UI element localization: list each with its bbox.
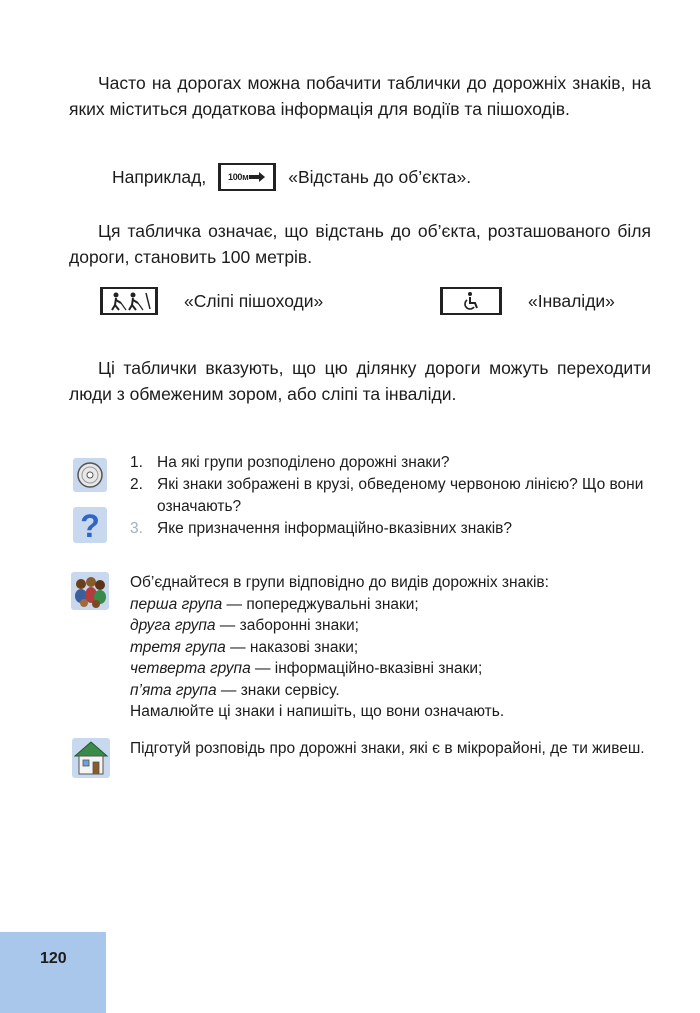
- group-task-intro: Об’єднайтеся в групи відповідно до видів дорожніх знаків:: [130, 574, 549, 591]
- blind-sign-caption: «Сліпі пішоходи»: [184, 290, 324, 311]
- disc-icon: [73, 458, 107, 492]
- group-line: [130, 615, 650, 637]
- group-description: — інформаційно-вказівні знаки;: [250, 660, 483, 677]
- arrow-icon: [248, 172, 266, 182]
- disabled-sign-caption: «Інваліди»: [528, 290, 615, 311]
- group-description: — заборонні знаки;: [215, 617, 359, 634]
- group-line: [130, 594, 650, 616]
- blind-sign-item: [100, 287, 323, 315]
- blind-pedestrians-icon: [106, 291, 152, 311]
- group-label: третя група: [130, 638, 226, 656]
- group-label: перша група: [130, 595, 223, 613]
- distance-sign-text: 100м: [227, 172, 249, 182]
- group-description: — попереджувальні знаки;: [222, 595, 419, 613]
- page-number-tab: [0, 932, 106, 1013]
- group-task-outro: Намалюйте ці знаки і напишіть, що вони означають.: [130, 703, 505, 720]
- signs-explanation-paragraph: Ці таблички вказують, що цю ділянку дороги можуть переходити люди з обмеженим зором, або сліпі та інваліди.: [69, 358, 651, 404]
- example-caption: «Відстань до об’єкта».: [288, 166, 472, 187]
- question-number: 2.: [130, 476, 143, 493]
- example-row: [112, 163, 471, 191]
- questions-list: [130, 452, 650, 540]
- question-text: На які групи розподілено дорожні знаки?: [157, 454, 450, 471]
- question-item: [130, 452, 650, 474]
- disabled-sign: [440, 287, 502, 315]
- question-item: [130, 518, 650, 540]
- question-text: Які знаки зображені в крузі, обведеному червоною лінією? Що вони означають?: [157, 476, 644, 515]
- group-label: четверта група: [130, 660, 251, 677]
- distance-sign: [218, 163, 276, 191]
- question-text: Яке призначення інформаційно-вказівних знаків?: [157, 520, 513, 537]
- home-task: Підготуй розповідь про дорожні знаки, які є в мікрорайоні, де ти живеш.: [130, 740, 645, 757]
- question-item: [130, 474, 650, 518]
- group-task: [130, 572, 650, 723]
- wheelchair-icon: [461, 291, 481, 311]
- example-prefix: Наприклад,: [112, 166, 207, 187]
- group-label: друга група: [130, 617, 216, 634]
- group-line: [130, 637, 650, 659]
- group-line: [130, 658, 650, 680]
- question-number: 3.: [130, 520, 143, 537]
- explanation-paragraph: Ця табличка означає, що відстань до об’єкта, розташованого біля дороги, становить 100 метрів.: [69, 221, 651, 267]
- group-work-icon: [71, 572, 109, 610]
- house-icon: [72, 738, 110, 778]
- signs-row: [100, 287, 640, 315]
- intro-paragraph: Часто на дорогах можна побачити таблички до дорожніх знаків, на яких міститься додаткова інформація для водіїв та пішоходів.: [69, 73, 651, 119]
- group-line: [130, 680, 650, 702]
- question-mark-icon: [73, 507, 107, 541]
- disabled-sign-item: [440, 287, 615, 315]
- page-number: 120: [40, 950, 67, 967]
- question-mark-glyph: ?: [80, 508, 100, 543]
- question-number: 1.: [130, 454, 143, 471]
- group-description: — наказові знаки;: [225, 638, 359, 656]
- group-description: — знаки сервісу.: [216, 681, 340, 699]
- group-label: п’ята група: [130, 681, 217, 699]
- blind-pedestrians-sign: [100, 287, 158, 315]
